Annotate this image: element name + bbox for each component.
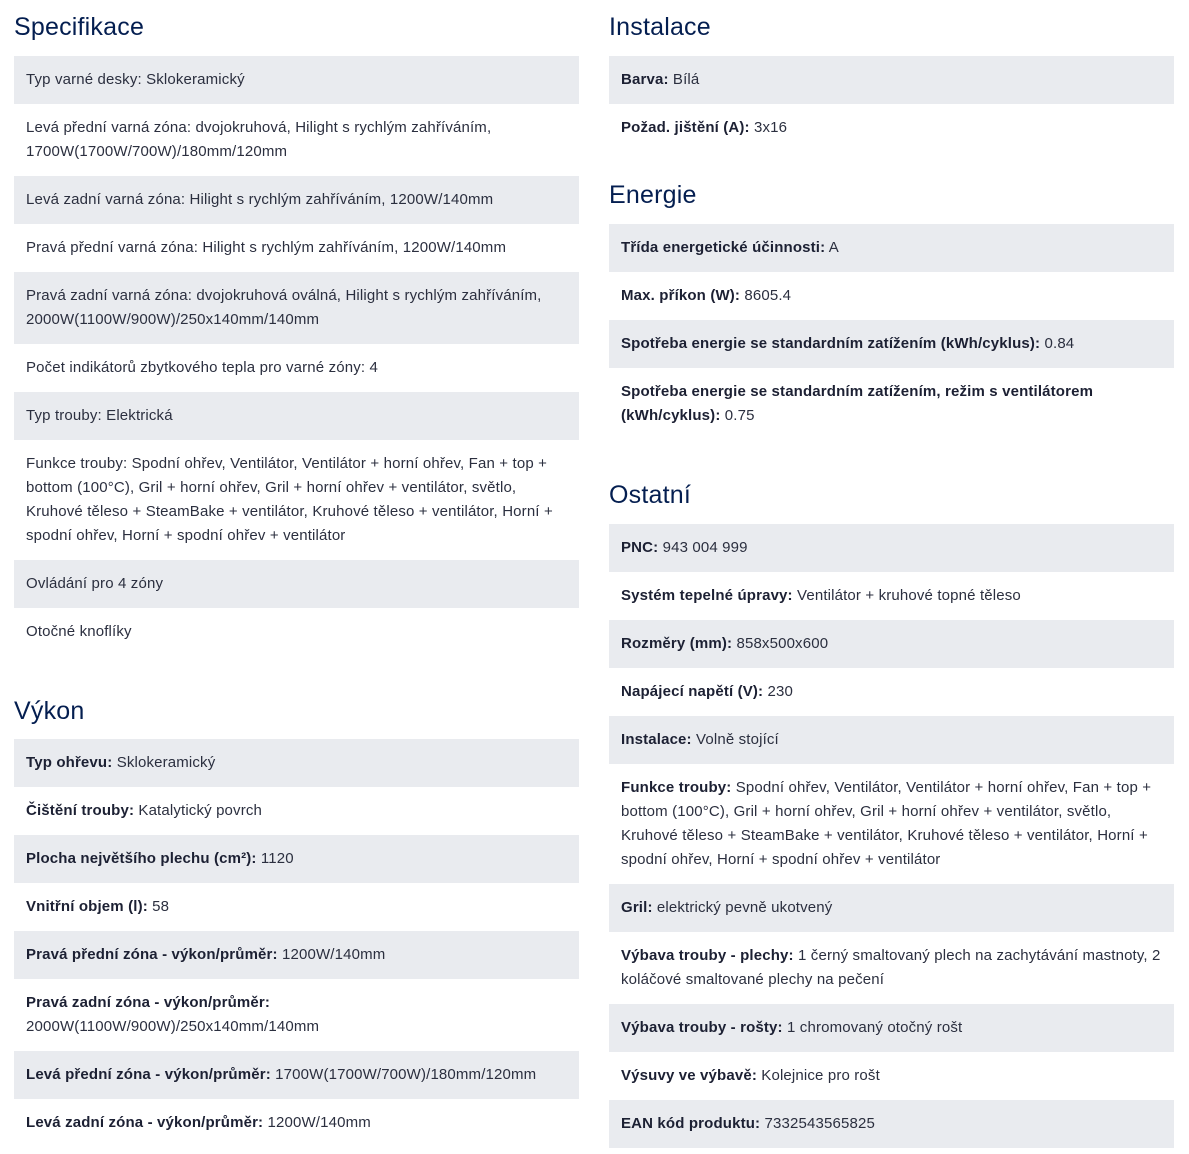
- row-label: Gril:: [621, 899, 653, 916]
- spec-value: Ovládání pro 4 zóny: [26, 575, 164, 592]
- spec-row: [14, 224, 579, 272]
- ostatni-row: [609, 932, 1174, 1004]
- row-value: elektrický pevně ukotvený: [652, 899, 833, 916]
- left-column: [14, 0, 579, 1147]
- row-value: 0.75: [720, 407, 755, 424]
- row-label: Barva:: [621, 71, 669, 88]
- row-label: PNC:: [621, 539, 659, 556]
- energie-row: [609, 320, 1174, 368]
- spec-row: [14, 56, 579, 104]
- row-value: 1 černý smaltovaný plech na zachytávání mastnoty, 2 koláčové smaltované plechy na pečení: [621, 947, 1161, 988]
- row-value: 1700W(1700W/700W)/180mm/120mm: [270, 1066, 537, 1083]
- spec-value: Funkce trouby: Spodní ohřev, Ventilátor, Ventilátor + horní ohřev, Fan + top + bottom (100°C), Gril + horní ohřev, Gril + horní ohřev + ventilátor, světlo, Kruhové těleso + SteamBake + ventilátor, Kruhové těleso + ventilátor, Horní + spodní ohřev, Horní + spodní ohřev + ventilátor: [26, 455, 553, 544]
- row-value: Volně stojící: [691, 731, 779, 748]
- vykon-row: [14, 979, 579, 1051]
- row-value: Ventilátor + kruhové topné těleso: [792, 587, 1021, 604]
- row-value: A: [825, 239, 839, 256]
- instalace-row: [609, 104, 1174, 152]
- row-value: 8605.4: [740, 287, 792, 304]
- spec-row: [14, 560, 579, 608]
- row-label: Výbava trouby - plechy:: [621, 947, 794, 964]
- section-title-specifikace: Specifikace: [14, 13, 145, 41]
- spec-row: [14, 608, 579, 656]
- spec-value: Počet indikátorů zbytkového tepla pro varné zóny: 4: [26, 359, 379, 376]
- row-value: 230: [763, 683, 793, 700]
- row-value: Bílá: [668, 71, 700, 88]
- instalace-row: [609, 56, 1174, 104]
- row-label: Výsuvy ve výbavě:: [621, 1067, 757, 1084]
- row-label: Rozměry (mm):: [621, 635, 733, 652]
- vykon-row: [14, 835, 579, 883]
- spec-row: [14, 344, 579, 392]
- row-label: Spotřeba energie se standardním zatížením, režim s ventilátorem (kWh/cyklus):: [621, 383, 1094, 424]
- row-value: 3x16: [749, 119, 788, 136]
- row-label: Systém tepelné úpravy:: [621, 587, 793, 604]
- row-label: Výbava trouby - rošty:: [621, 1019, 783, 1036]
- energie-row: [609, 368, 1174, 440]
- section-title-instalace: Instalace: [609, 13, 711, 41]
- ostatni-row: [609, 716, 1174, 764]
- ostatni-list: [609, 524, 1174, 1148]
- row-label: Vnitřní objem (l):: [26, 898, 148, 915]
- row-value: 1 chromovaný otočný rošt: [782, 1019, 963, 1036]
- row-value: 2000W(1100W/900W)/250x140mm/140mm: [26, 1018, 320, 1035]
- row-label: Čištění trouby:: [26, 802, 135, 819]
- row-value: 0.84: [1040, 335, 1075, 352]
- spec-row: [14, 176, 579, 224]
- row-label: Levá zadní zóna - výkon/průměr:: [26, 1114, 264, 1131]
- row-label: Plocha největšího plechu (cm²):: [26, 850, 257, 867]
- row-label: Pravá zadní zóna - výkon/průměr:: [26, 994, 271, 1011]
- energie-list: [609, 224, 1174, 440]
- spec-value: Typ varné desky: Sklokeramický: [26, 71, 245, 88]
- section-title-energie: Energie: [609, 181, 697, 209]
- row-value: 943 004 999: [658, 539, 748, 556]
- ostatni-row: [609, 884, 1174, 932]
- spec-value: Typ trouby: Elektrická: [26, 407, 173, 424]
- row-label: Typ ohřevu:: [26, 754, 113, 771]
- vykon-row: [14, 931, 579, 979]
- row-value: Katalytický povrch: [134, 802, 262, 819]
- ostatni-row: [609, 764, 1174, 884]
- row-label: Levá přední zóna - výkon/průměr:: [26, 1066, 271, 1083]
- energie-row: [609, 224, 1174, 272]
- ostatni-row: [609, 1100, 1174, 1148]
- row-label: Třída energetické účinnosti:: [621, 239, 826, 256]
- section-title-ostatni: Ostatní: [609, 481, 691, 509]
- vykon-row: [14, 883, 579, 931]
- section-title-vykon: Výkon: [14, 697, 85, 725]
- row-value: 858x500x600: [732, 635, 829, 652]
- row-label: Spotřeba energie se standardním zatížením (kWh/cyklus):: [621, 335, 1041, 352]
- spec-value: Levá zadní varná zóna: Hilight s rychlým zahříváním, 1200W/140mm: [26, 191, 494, 208]
- row-label: Pravá přední zóna - výkon/průměr:: [26, 946, 278, 963]
- ostatni-row: [609, 1052, 1174, 1100]
- row-value: 1120: [256, 850, 294, 867]
- ostatni-row: [609, 668, 1174, 716]
- specifikace-list: [14, 56, 579, 656]
- ostatni-row: [609, 572, 1174, 620]
- spec-row: [14, 104, 579, 176]
- row-label: Požad. jištění (A):: [621, 119, 750, 136]
- row-value: Kolejnice pro rošt: [756, 1067, 880, 1084]
- spec-value: Pravá přední varná zóna: Hilight s rychlým zahříváním, 1200W/140mm: [26, 239, 507, 256]
- row-label: Max. příkon (W):: [621, 287, 741, 304]
- ostatni-row: [609, 620, 1174, 668]
- instalace-list: [609, 56, 1174, 152]
- row-value: Sklokeramický: [112, 754, 216, 771]
- spec-row: [14, 392, 579, 440]
- spec-value: Otočné knoflíky: [26, 623, 132, 640]
- spec-row: [14, 440, 579, 560]
- vykon-list: [14, 739, 579, 1147]
- row-value: Spodní ohřev, Ventilátor, Ventilátor + horní ohřev, Fan + top + bottom (100°C), Gril + horní ohřev, Gril + horní ohřev + ventilátor, světlo, Kruhové těleso + SteamBake + ventilátor, Kruhové těleso + ventilátor, Horní + spodní ohřev, Horní + spodní ohřev + ventilátor: [621, 779, 1152, 868]
- spec-value: Levá přední varná zóna: dvojokruhová, Hilight s rychlým zahříváním, 1700W(1700W/700W)/180mm/120mm: [26, 119, 492, 160]
- row-label: Funkce trouby:: [621, 779, 732, 796]
- row-label: Napájecí napětí (V):: [621, 683, 764, 700]
- row-value: 1200W/140mm: [263, 1114, 371, 1131]
- energie-row: [609, 272, 1174, 320]
- row-value: 1200W/140mm: [277, 946, 386, 963]
- spec-value: Pravá zadní varná zóna: dvojokruhová oválná, Hilight s rychlým zahříváním, 2000W(1100W/900W)/250x140mm/140mm: [26, 287, 542, 328]
- vykon-row: [14, 1099, 579, 1147]
- vykon-row: [14, 1051, 579, 1099]
- spec-row: [14, 272, 579, 344]
- ostatni-row: [609, 524, 1174, 572]
- row-value: 7332543565825: [760, 1115, 875, 1132]
- row-value: 58: [147, 898, 170, 915]
- row-label: Instalace:: [621, 731, 692, 748]
- vykon-row: [14, 787, 579, 835]
- row-label: EAN kód produktu:: [621, 1115, 761, 1132]
- right-column: [609, 0, 1174, 1148]
- ostatni-row: [609, 1004, 1174, 1052]
- vykon-row: [14, 739, 579, 787]
